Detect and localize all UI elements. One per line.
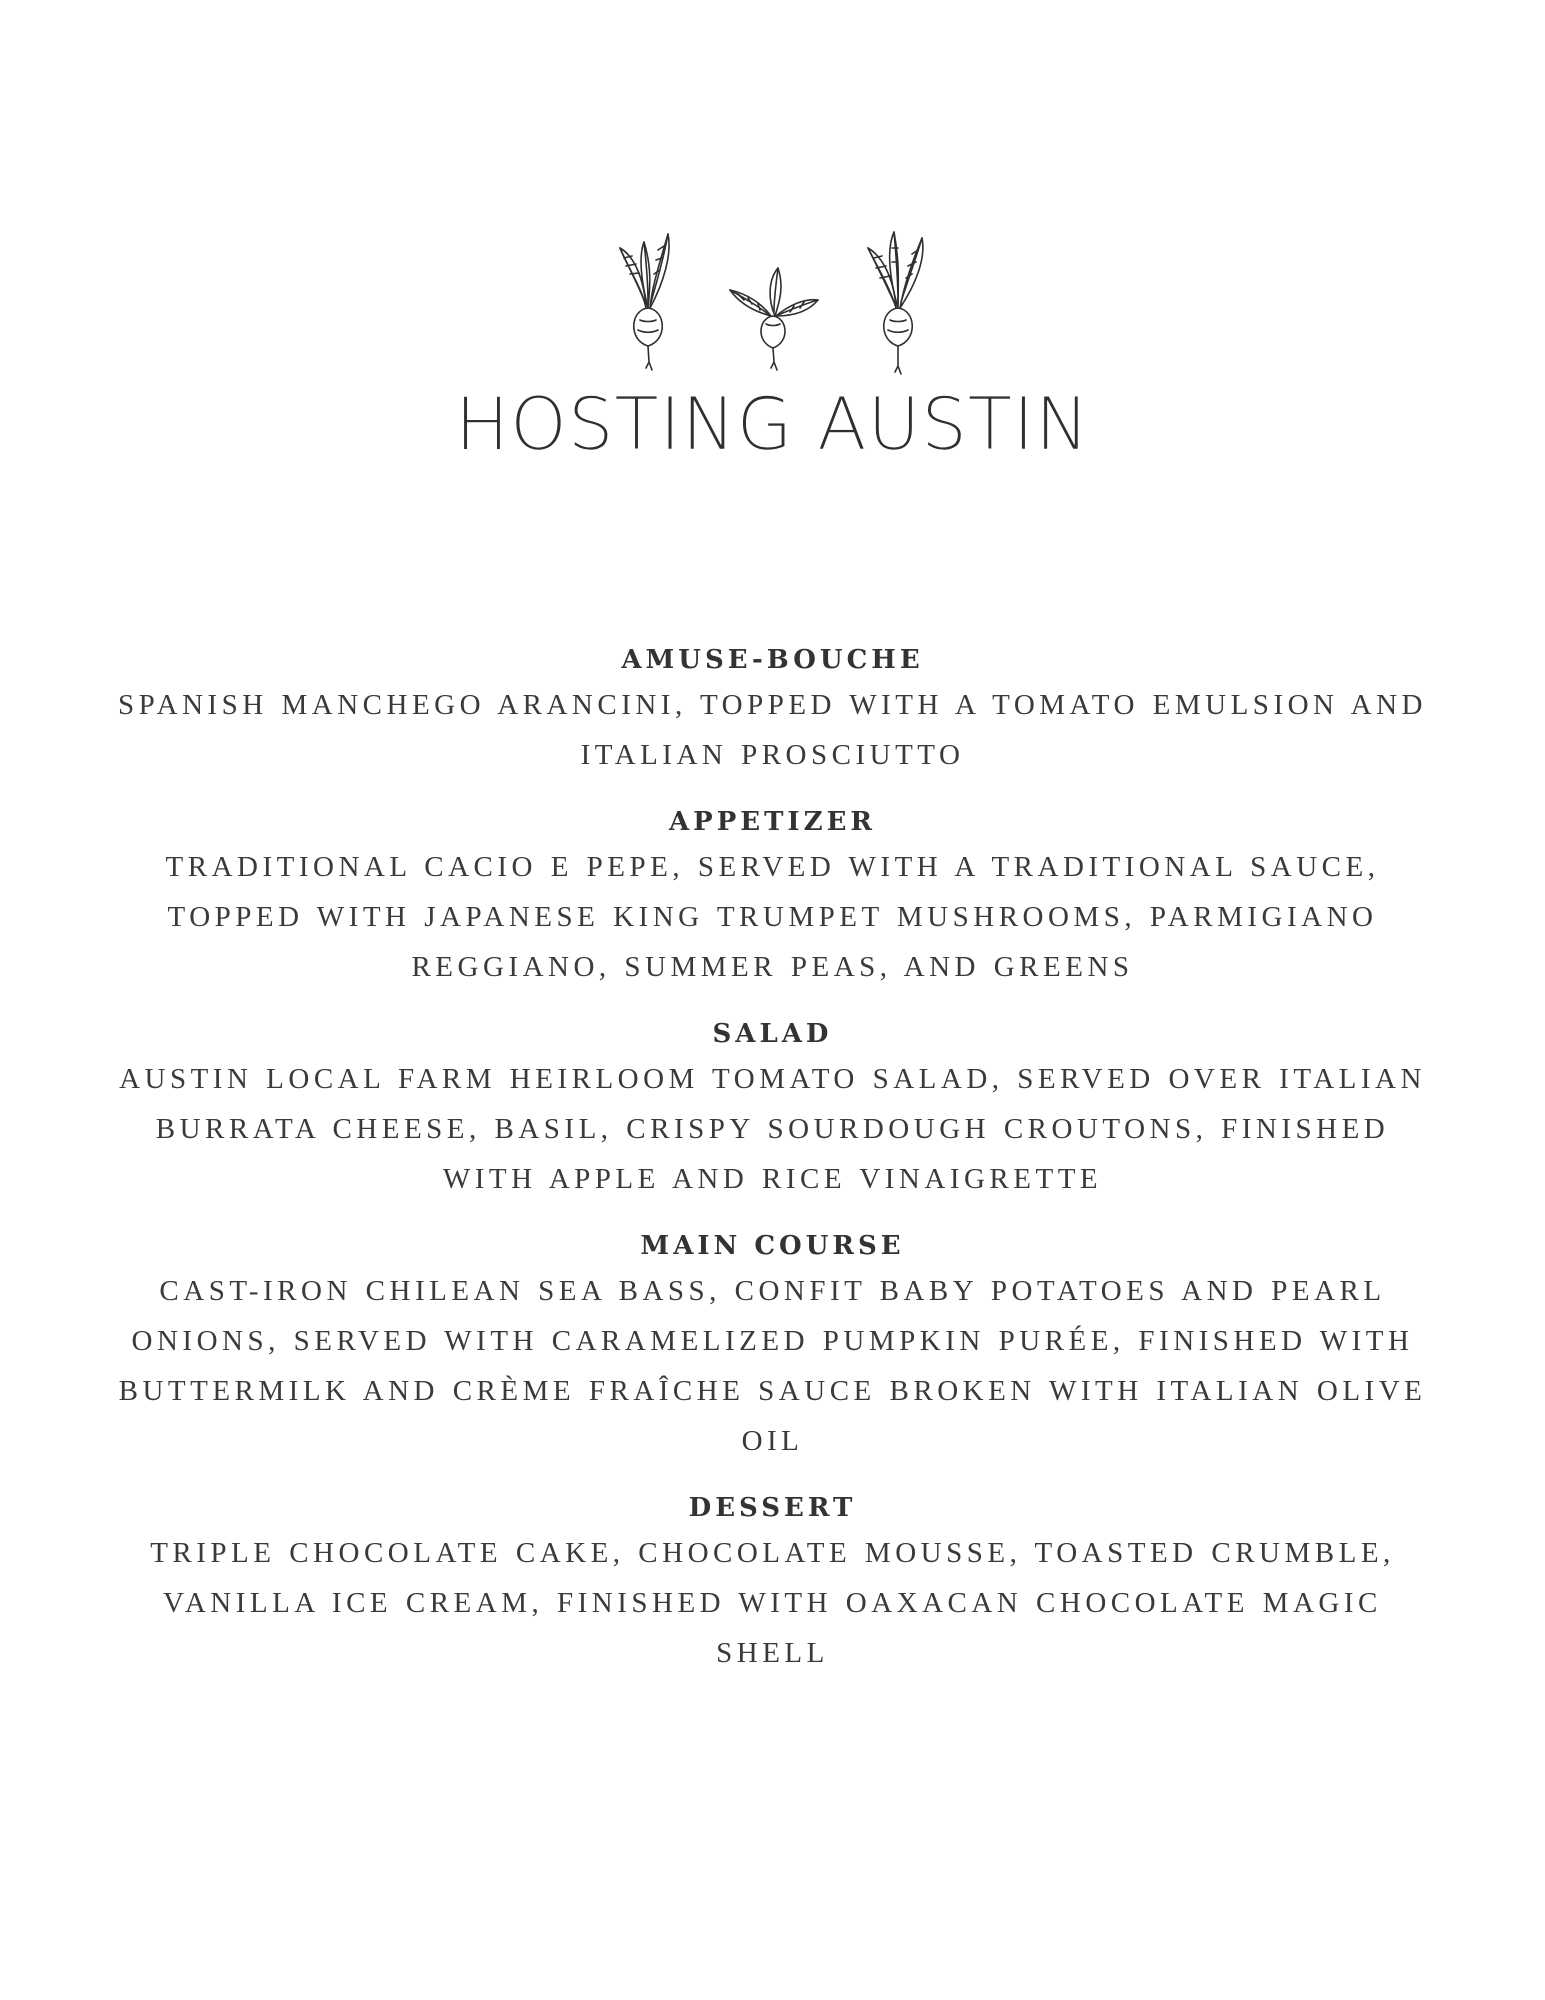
course-description: AUSTIN LOCAL FARM HEIRLOOM TOMATO SALAD, SERVED OVER ITALIAN BURRATA CHEESE, BASIL, CRISPY SOURDOUGH CROUTONS, FINISHED WITH APPLE AND RICE VINAIGRETTE <box>119 1063 1426 1195</box>
beets-illustration-icon <box>0 228 1545 378</box>
course-main <box>110 1226 1435 1466</box>
course-title: AMUSE-BOUCHE <box>621 645 924 675</box>
course-title: SALAD <box>712 1019 833 1049</box>
course-salad <box>110 1014 1435 1204</box>
course-title: DESSERT <box>688 1493 857 1523</box>
course-description: TRIPLE CHOCOLATE CAKE, CHOCOLATE MOUSSE, TOASTED CRUMBLE, VANILLA ICE CREAM, FINISHED WITH OAXACAN CHOCOLATE MAGIC SHELL <box>150 1537 1395 1669</box>
course-dessert <box>110 1488 1435 1678</box>
menu-list <box>110 640 1435 1700</box>
beet-middle-icon <box>730 268 818 370</box>
course-description: CAST-IRON CHILEAN SEA BASS, CONFIT BABY POTATOES AND PEARL ONIONS, SERVED WITH CARAMELIZED PUMPKIN PURÉE, FINISHED WITH BUTTERMILK AND CRÈME FRAÎCHE SAUCE BROKEN WITH ITALIAN OLIVE OIL <box>118 1275 1427 1457</box>
course-title: APPETIZER <box>668 807 876 837</box>
course-description: SPANISH MANCHEGO ARANCINI, TOPPED WITH A TOMATO EMULSION AND ITALIAN PROSCIUTTO <box>118 689 1427 771</box>
course-appetizer <box>110 802 1435 992</box>
beet-right-icon <box>868 232 923 374</box>
beet-left-icon <box>620 234 669 370</box>
course-amuse-bouche <box>110 640 1435 780</box>
course-description: TRADITIONAL CACIO E PEPE, SERVED WITH A TRADITIONAL SAUCE, TOPPED WITH JAPANESE KING TRUMPET MUSHROOMS, PARMIGIANO REGGIANO, SUMMER PEAS, AND GREENS <box>165 851 1380 983</box>
course-title: MAIN COURSE <box>640 1231 905 1261</box>
brand-name: HOSTING AUSTIN <box>455 382 1090 466</box>
